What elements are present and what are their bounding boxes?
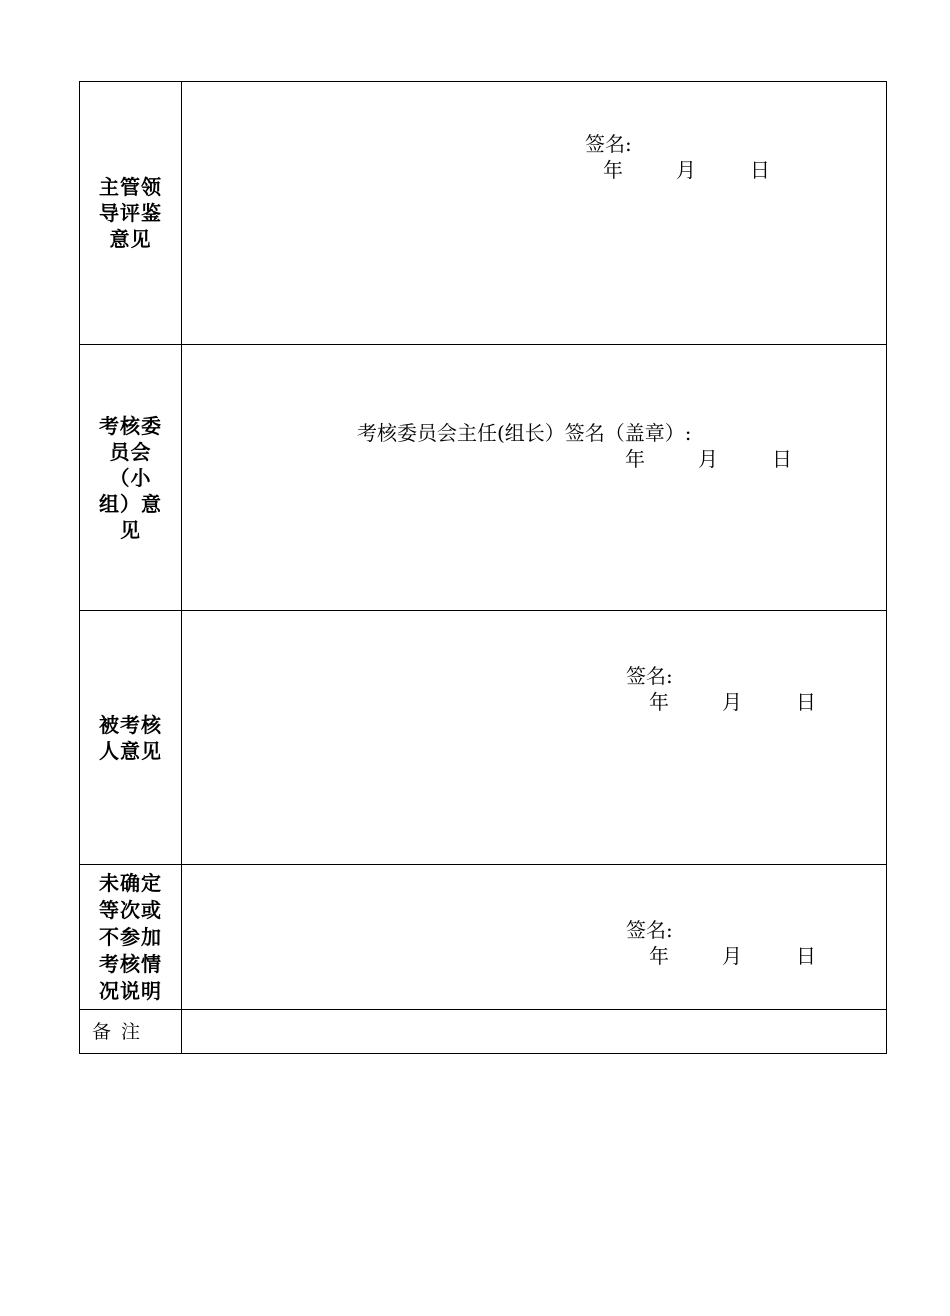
row-label-cell: [80, 611, 182, 865]
day-label: 日: [796, 690, 816, 714]
year-label: 年: [603, 158, 623, 182]
signature-block: [626, 917, 816, 969]
year-label: 年: [649, 690, 669, 714]
form-row-committee: [80, 345, 887, 611]
form-row-supervisor: [80, 82, 887, 345]
date-line: [626, 689, 816, 715]
row-label-cell: [80, 1010, 182, 1054]
row-label: 主管领导评鉴意见: [99, 175, 162, 251]
date-line: [626, 943, 816, 969]
signature-label: 签名:: [585, 132, 632, 156]
month-label: 月: [722, 944, 742, 968]
year-label: 年: [649, 944, 669, 968]
opinion-field-assessee[interactable]: [182, 611, 887, 865]
year-label: 年: [625, 447, 645, 471]
row-label: 备注: [92, 1020, 151, 1043]
date-line: [357, 446, 792, 472]
signature-label: 考核委员会主任(组长）签名（盖章）:: [357, 421, 692, 445]
opinion-field-undetermined[interactable]: [182, 865, 887, 1010]
signature-label: 签名:: [626, 664, 673, 688]
month-label: 月: [722, 690, 742, 714]
signature-block: [585, 131, 770, 183]
form-row-undetermined: [80, 865, 887, 1010]
opinion-field-committee[interactable]: [182, 345, 887, 611]
opinion-field-supervisor[interactable]: [182, 82, 887, 345]
row-label: 考核委员会（小组）意见: [99, 413, 162, 542]
month-label: 月: [698, 447, 718, 471]
day-label: 日: [750, 158, 770, 182]
form-row-assessee: [80, 611, 887, 865]
row-label: 被考核人意见: [99, 712, 162, 763]
row-label-cell: [80, 82, 182, 345]
signature-block: [626, 663, 816, 715]
signature-block: [357, 420, 792, 472]
signature-label: 签名:: [626, 918, 673, 942]
day-label: 日: [772, 447, 792, 471]
date-line: [585, 157, 770, 183]
remarks-field[interactable]: [182, 1010, 887, 1054]
row-label: 未确定等次或不参加考核情况说明: [99, 870, 162, 1003]
assessment-form-table: [79, 81, 887, 1054]
row-label-cell: [80, 345, 182, 611]
day-label: 日: [796, 944, 816, 968]
month-label: 月: [676, 158, 696, 182]
row-label-cell: [80, 865, 182, 1010]
form-row-remarks: [80, 1010, 887, 1054]
